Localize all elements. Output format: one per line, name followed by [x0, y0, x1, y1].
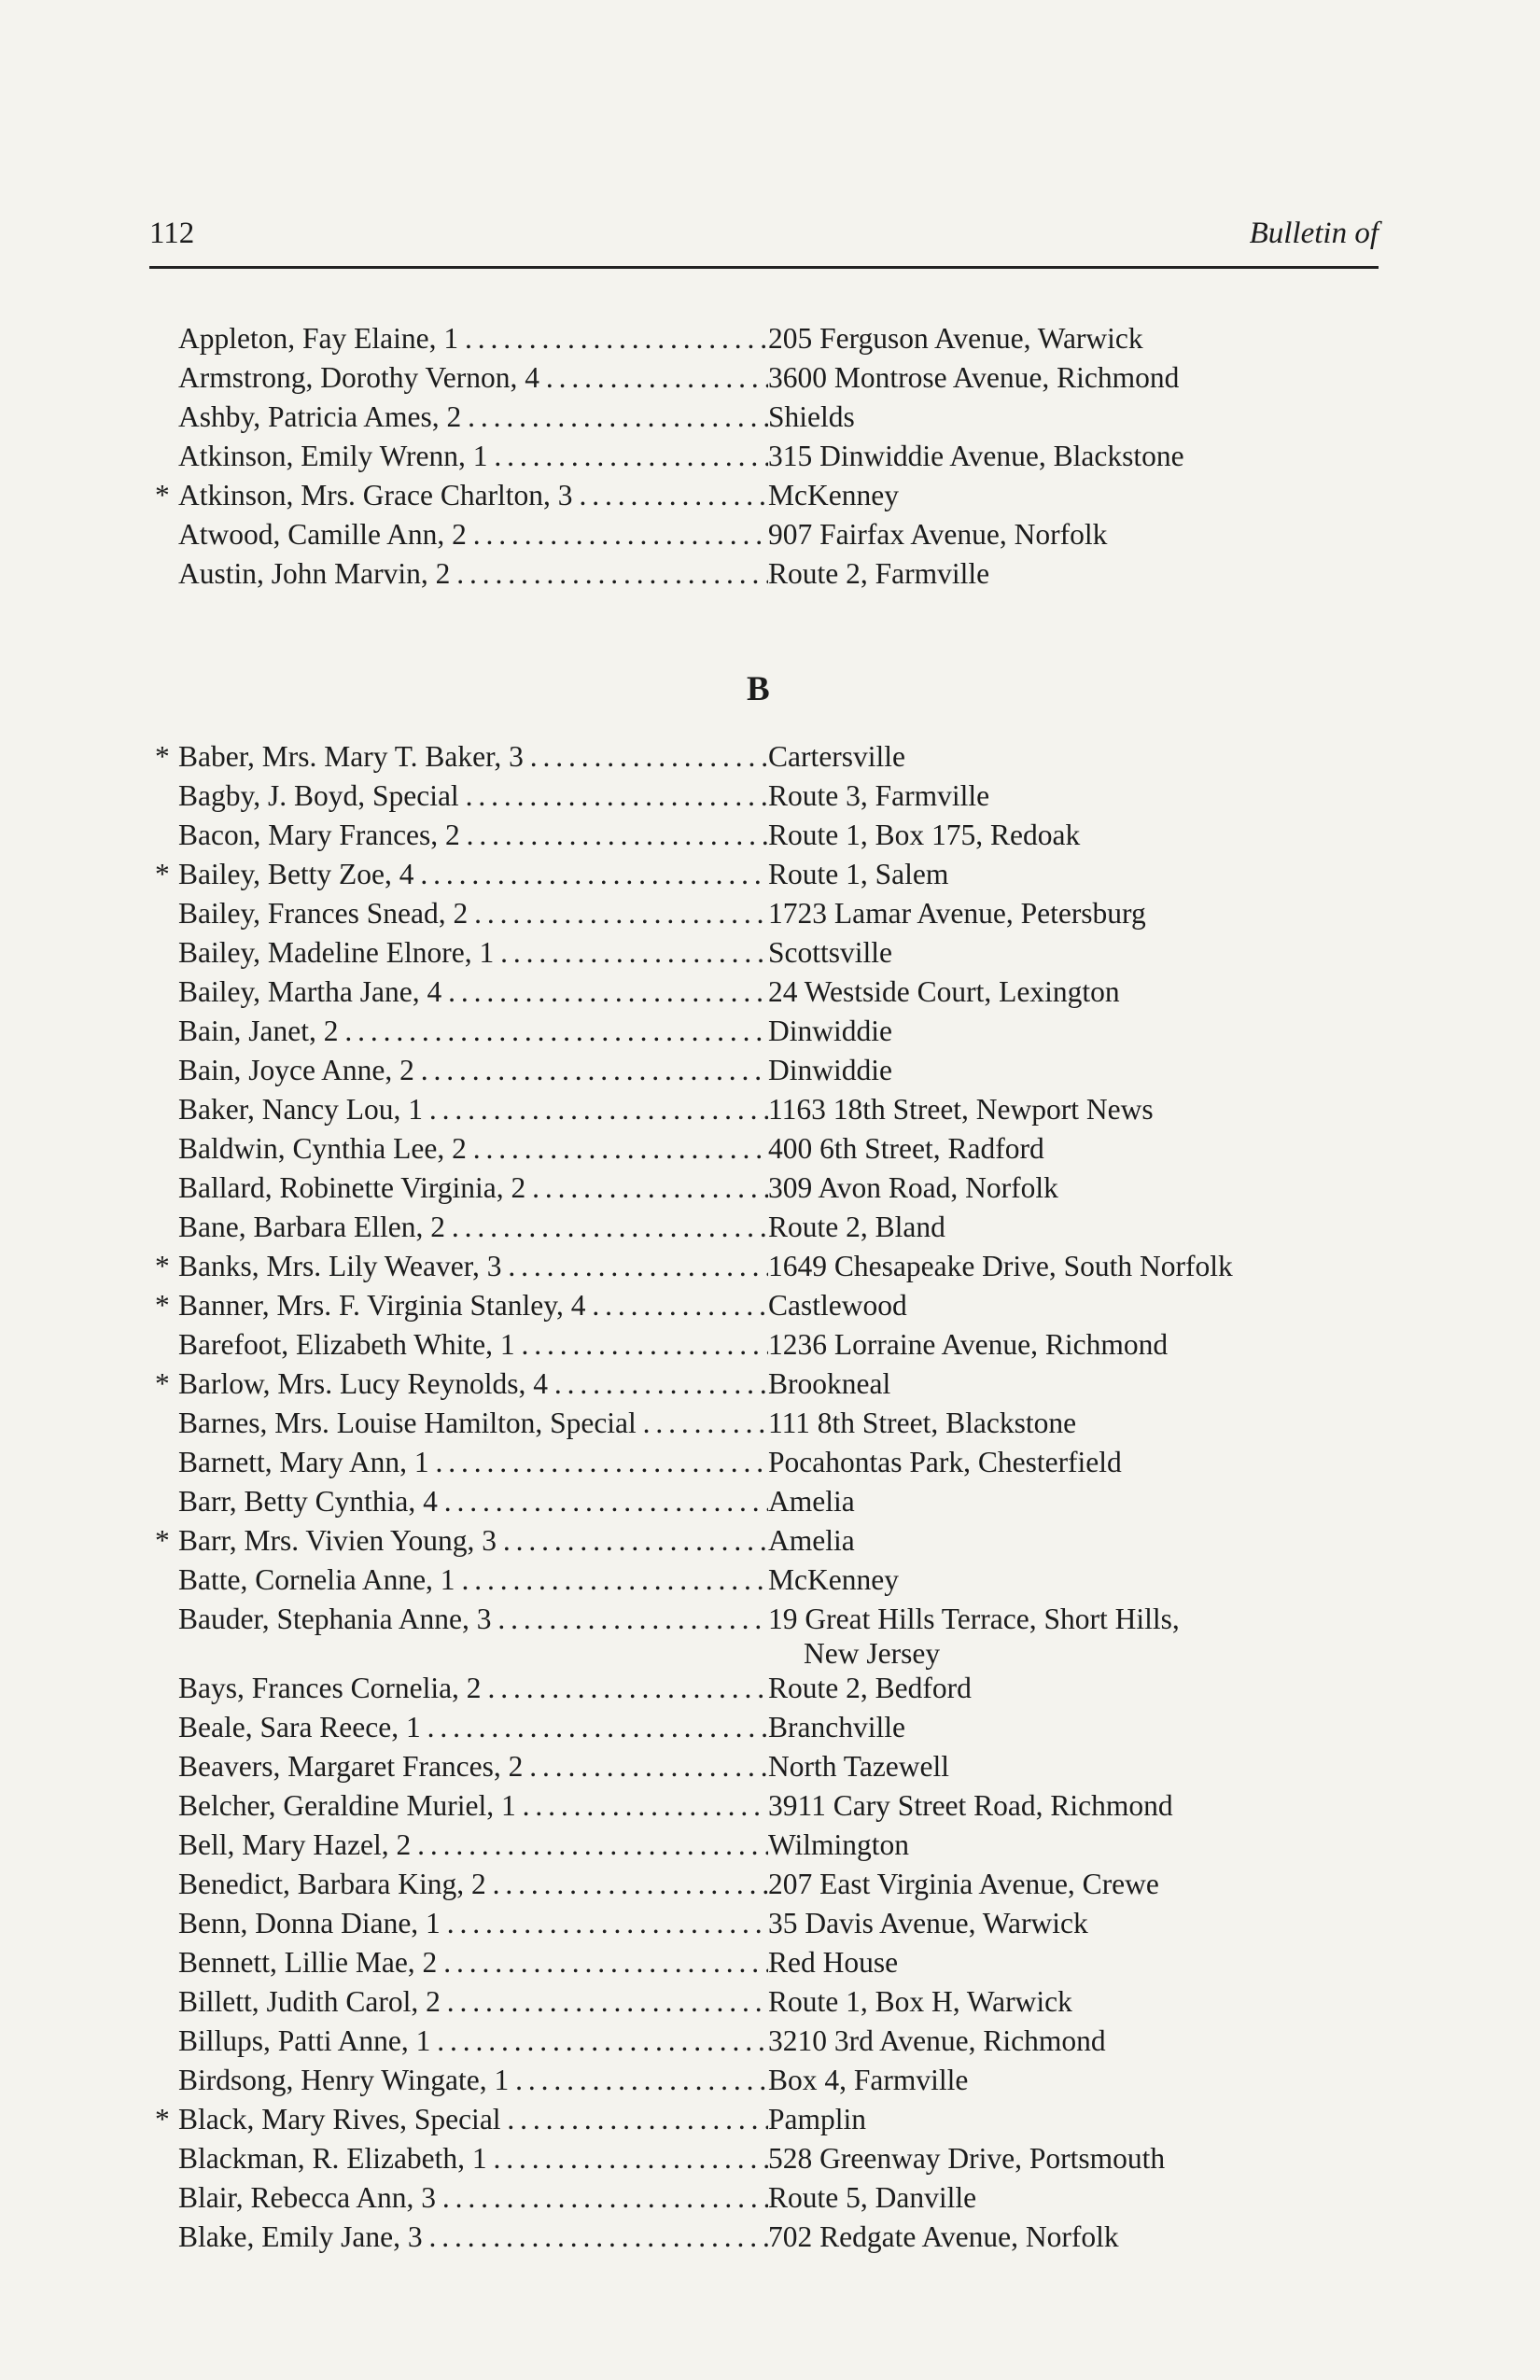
student-name: Bailey, Betty Zoe, 4 . . .: [178, 855, 768, 894]
student-name: Billett, Judith Carol, 2 . . .: [178, 1982, 768, 2022]
directory-entry: [0, 816, 1540, 855]
student-name: Bacon, Mary Frances, 2 . . .: [178, 816, 768, 855]
student-address: [768, 1786, 1173, 1826]
student-address: [768, 554, 989, 594]
directory-entry: [0, 1943, 1540, 1982]
student-name: Belcher, Geraldine Muriel, 1 . . .: [178, 1786, 768, 1826]
student-address: [768, 2139, 1165, 2178]
address-line: Pamplin: [768, 2103, 867, 2135]
directory-entry: [0, 1443, 1540, 1482]
address-line: Route 1, Salem: [768, 858, 949, 890]
address-line: North Tazewell: [768, 1750, 950, 1783]
address-line: 315 Dinwiddie Avenue, Blackstone: [768, 440, 1184, 472]
student-address: [768, 1561, 899, 1600]
address-line: 111 8th Street, Blackstone: [768, 1407, 1077, 1439]
student-address: [768, 855, 948, 894]
directory-entry: [0, 437, 1540, 476]
student-address: [768, 737, 905, 777]
student-name: Benedict, Barbara King, 2 . . .: [178, 1865, 768, 1904]
student-name: Billups, Patti Anne, 1 . . .: [178, 2022, 768, 2061]
student-address: [768, 1521, 855, 1561]
directory-entry: [0, 2061, 1540, 2100]
directory-entry: [0, 1521, 1540, 1561]
address-line: Amelia: [768, 1485, 855, 1518]
address-line: 207 East Virginia Avenue, Crewe: [768, 1868, 1159, 1900]
student-name: Bauder, Stephania Anne, 3 . . .: [178, 1600, 768, 1639]
address-line: 1723 Lamar Avenue, Petersburg: [768, 897, 1146, 930]
address-line: Shields: [768, 400, 855, 433]
address-line: Route 5, Danville: [768, 2181, 977, 2214]
address-line: 1649 Chesapeake Drive, South Norfolk: [768, 1250, 1233, 1282]
address-line: 309 Avon Road, Norfolk: [768, 1171, 1058, 1204]
student-address: [768, 1904, 1088, 1943]
address-line: Route 2, Bland: [768, 1211, 945, 1243]
student-name: Bagby, J. Boyd, Special . . .: [178, 777, 768, 816]
directory-entry: [0, 2100, 1540, 2139]
returning-student-marker: *: [155, 1250, 170, 1282]
directory-entry: [0, 358, 1540, 398]
directory-entry: [0, 777, 1540, 816]
directory-entry: [0, 1786, 1540, 1826]
address-line: Box 4, Farmville: [768, 2064, 969, 2096]
student-name: Bain, Janet, 2 . . .: [178, 1012, 768, 1051]
address-line: 528 Greenway Drive, Portsmouth: [768, 2142, 1166, 2175]
directory-entry: [0, 1208, 1540, 1247]
directory-entry: [0, 1404, 1540, 1443]
student-name: Beale, Sara Reece, 1 . . .: [178, 1708, 768, 1747]
student-address: [768, 1365, 890, 1404]
student-name: Blake, Emily Jane, 3 . . .: [178, 2218, 768, 2257]
student-name: Ballard, Robinette Virginia, 2 . . .: [178, 1169, 768, 1208]
student-name: Banks, Mrs. Lily Weaver, 3 . . .: [178, 1247, 768, 1286]
address-line: 1163 18th Street, Newport News: [768, 1093, 1154, 1126]
student-name: Baldwin, Cynthia Lee, 2 . . .: [178, 1129, 768, 1169]
student-address: [768, 2022, 1106, 2061]
student-name: Appleton, Fay Elaine, 1 . . .: [178, 319, 768, 358]
student-name: Blackman, R. Elizabeth, 1 . . .: [178, 2139, 768, 2178]
directory-entry: [0, 1051, 1540, 1090]
returning-student-marker: *: [155, 1524, 170, 1557]
student-address: [768, 1169, 1058, 1208]
address-continuation: New Jersey: [804, 1637, 941, 1670]
directory-section-a: [0, 319, 1540, 594]
address-line: Branchville: [768, 1711, 905, 1743]
student-address: [768, 1708, 905, 1747]
address-line: Brookneal: [768, 1367, 891, 1400]
directory-entry: [0, 1129, 1540, 1169]
student-address: [768, 437, 1184, 476]
address-line: 400 6th Street, Radford: [768, 1132, 1044, 1165]
student-name: Banner, Mrs. F. Virginia Stanley, 4 . . .: [178, 1286, 768, 1325]
directory-entry: [0, 1561, 1540, 1600]
address-line: 3911 Cary Street Road, Richmond: [768, 1789, 1173, 1822]
directory-entry: [0, 476, 1540, 515]
header-rule: [149, 266, 1379, 269]
address-line: 3210 3rd Avenue, Richmond: [768, 2024, 1106, 2057]
student-name: Baber, Mrs. Mary T. Baker, 3 . . .: [178, 737, 768, 777]
directory-entry: [0, 855, 1540, 894]
student-name: Bane, Barbara Ellen, 2 . . .: [178, 1208, 768, 1247]
student-address: [768, 1286, 907, 1325]
student-address: [768, 2061, 968, 2100]
student-address: [768, 1247, 1233, 1286]
student-address: [768, 1482, 855, 1521]
student-name: Bell, Mary Hazel, 2 . . .: [178, 1826, 768, 1865]
address-line: Route 3, Farmville: [768, 779, 990, 812]
directory-entry: [0, 1012, 1540, 1051]
student-address: [768, 1012, 892, 1051]
student-name: Ashby, Patricia Ames, 2 . . .: [178, 398, 768, 437]
student-name: Barnes, Mrs. Louise Hamilton, Special . . .: [178, 1404, 768, 1443]
student-name: Baker, Nancy Lou, 1 . . .: [178, 1090, 768, 1129]
address-line: 907 Fairfax Avenue, Norfolk: [768, 518, 1108, 551]
student-address: [768, 777, 989, 816]
student-address: [768, 1129, 1044, 1169]
directory-entry: [0, 1365, 1540, 1404]
student-name: Bain, Joyce Anne, 2 . . .: [178, 1051, 768, 1090]
student-name: Armstrong, Dorothy Vernon, 4 . . .: [178, 358, 768, 398]
directory-entry: [0, 1482, 1540, 1521]
address-line: Castlewood: [768, 1289, 907, 1322]
directory-entry: [0, 2178, 1540, 2218]
address-line: Cartersville: [768, 740, 905, 773]
student-address: [768, 1982, 1072, 2022]
address-line: Route 1, Box 175, Redoak: [768, 819, 1081, 851]
student-name: Barefoot, Elizabeth White, 1 . . .: [178, 1325, 768, 1365]
address-line: Pocahontas Park, Chesterfield: [768, 1446, 1122, 1478]
address-line: McKenney: [768, 479, 899, 511]
student-name: Barr, Betty Cynthia, 4 . . .: [178, 1482, 768, 1521]
returning-student-marker: *: [155, 479, 170, 511]
address-line: Scottsville: [768, 936, 892, 969]
address-line: 205 Ferguson Avenue, Warwick: [768, 322, 1143, 355]
address-line: Wilmington: [768, 1828, 909, 1861]
directory-entry: [0, 1865, 1540, 1904]
section-letter-heading: B: [747, 670, 770, 708]
directory-entry: [0, 1669, 1540, 1708]
student-address: [768, 2100, 866, 2139]
address-line: Amelia: [768, 1524, 855, 1557]
directory-entry: [0, 2139, 1540, 2178]
returning-student-marker: *: [155, 2103, 170, 2135]
directory-entry: [0, 1090, 1540, 1129]
student-address: [768, 1325, 1168, 1365]
student-address: [768, 973, 1120, 1012]
address-line: Route 1, Box H, Warwick: [768, 1985, 1072, 2018]
student-address: [768, 1404, 1076, 1443]
address-line: Red House: [768, 1946, 899, 1979]
student-address: [768, 933, 892, 973]
student-name: Beavers, Margaret Frances, 2 . . .: [178, 1747, 768, 1786]
address-line: 35 Davis Avenue, Warwick: [768, 1907, 1088, 1939]
student-name: Atwood, Camille Ann, 2 . . .: [178, 515, 768, 554]
address-line: Dinwiddie: [768, 1015, 892, 1047]
student-name: Bailey, Madeline Elnore, 1 . . .: [178, 933, 768, 973]
student-address: [768, 476, 899, 515]
student-name: Bennett, Lillie Mae, 2 . . .: [178, 1943, 768, 1982]
returning-student-marker: *: [155, 858, 170, 890]
address-line: 3600 Montrose Avenue, Richmond: [768, 361, 1180, 394]
directory-entry: [0, 515, 1540, 554]
student-address: [768, 1669, 972, 1708]
student-address: [768, 894, 1146, 933]
directory-entry: [0, 1708, 1540, 1747]
student-address: [768, 2218, 1119, 2257]
directory-entry: [0, 398, 1540, 437]
address-line: Route 2, Bedford: [768, 1672, 972, 1704]
student-address: [768, 2178, 976, 2218]
student-name: Austin, John Marvin, 2 . . .: [178, 554, 768, 594]
address-line: 1236 Lorraine Avenue, Richmond: [768, 1328, 1169, 1361]
student-address: [768, 1208, 945, 1247]
student-name: Bailey, Frances Snead, 2 . . .: [178, 894, 768, 933]
student-address: [768, 1090, 1154, 1129]
directory-entry: [0, 1826, 1540, 1865]
student-name: Blair, Rebecca Ann, 3 . . .: [178, 2178, 768, 2218]
directory-entry: [0, 1747, 1540, 1786]
student-address: [768, 1943, 898, 1982]
page-header: [149, 217, 1379, 263]
directory-entry: [0, 933, 1540, 973]
directory-entry: [0, 1169, 1540, 1208]
directory-entry: [0, 894, 1540, 933]
directory-entry: [0, 2022, 1540, 2061]
address-line: Dinwiddie: [768, 1054, 892, 1086]
student-name: Batte, Cornelia Anne, 1 . . .: [178, 1561, 768, 1600]
student-address: [768, 515, 1107, 554]
student-address: [768, 1051, 892, 1090]
address-line: McKenney: [768, 1563, 899, 1596]
student-name: Barnett, Mary Ann, 1 . . .: [178, 1443, 768, 1482]
directory-section-b: [0, 737, 1540, 2257]
student-address: [768, 398, 855, 437]
student-address: [768, 1747, 949, 1786]
directory-entry: [0, 1600, 1540, 1669]
directory-entry: [0, 1982, 1540, 2022]
student-name: Barlow, Mrs. Lucy Reynolds, 4 . . .: [178, 1365, 768, 1404]
student-name: Bays, Frances Cornelia, 2 . . .: [178, 1669, 768, 1708]
student-name: Bailey, Martha Jane, 4 . . .: [178, 973, 768, 1012]
returning-student-marker: *: [155, 740, 170, 773]
address-line: 24 Westside Court, Lexington: [768, 975, 1120, 1008]
student-address: [768, 816, 1080, 855]
directory-entry: [0, 554, 1540, 594]
student-address: [768, 358, 1179, 398]
student-address: [768, 1865, 1159, 1904]
student-name: Birdsong, Henry Wingate, 1 . . .: [178, 2061, 768, 2100]
student-name: Atkinson, Emily Wrenn, 1 . . .: [178, 437, 768, 476]
directory-entry: [0, 737, 1540, 777]
address-line: 702 Redgate Avenue, Norfolk: [768, 2220, 1119, 2253]
page-number: 112: [149, 217, 195, 250]
returning-student-marker: *: [155, 1367, 170, 1400]
student-name: Benn, Donna Diane, 1 . . .: [178, 1904, 768, 1943]
student-name: Barr, Mrs. Vivien Young, 3 . . .: [178, 1521, 768, 1561]
directory-entry: [0, 1247, 1540, 1286]
returning-student-marker: *: [155, 1289, 170, 1322]
directory-entry: [0, 973, 1540, 1012]
student-name: Atkinson, Mrs. Grace Charlton, 3 . . .: [178, 476, 768, 515]
student-address: [768, 1443, 1122, 1482]
student-address: [768, 1600, 1180, 1669]
directory-entry: [0, 1286, 1540, 1325]
address-line: Route 2, Farmville: [768, 557, 990, 590]
directory-entry: [0, 1325, 1540, 1365]
directory-entry: [0, 2218, 1540, 2257]
running-title: Bulletin of: [1249, 217, 1379, 250]
address-line: 19 Great Hills Terrace, Short Hills,: [768, 1603, 1180, 1635]
directory-entry: [0, 1904, 1540, 1943]
student-address: [768, 319, 1143, 358]
student-name: Black, Mary Rives, Special . . .: [178, 2100, 768, 2139]
directory-entry: [0, 319, 1540, 358]
student-address: [768, 1826, 909, 1865]
